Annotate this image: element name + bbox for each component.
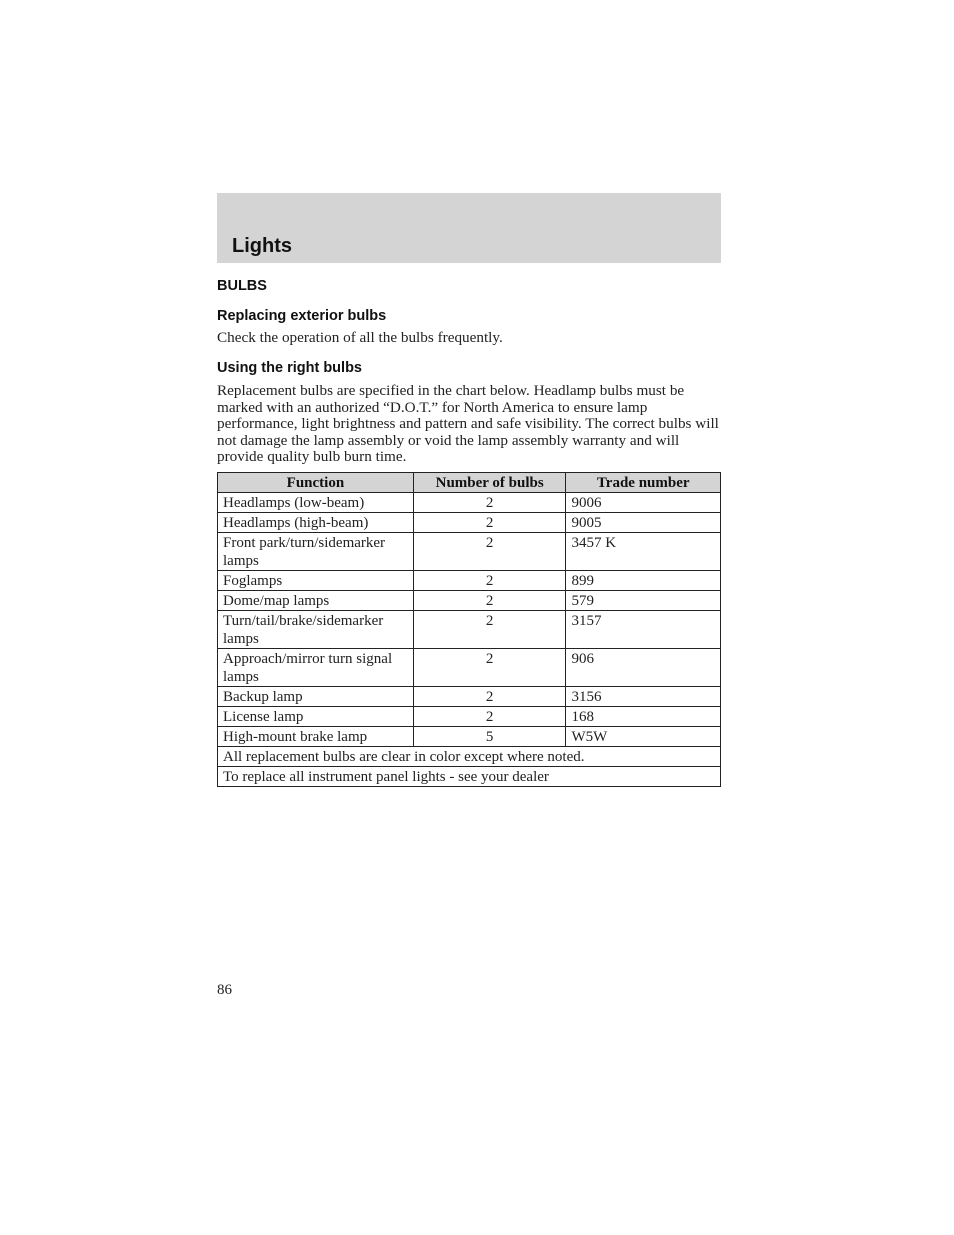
using-paragraph: Replacement bulbs are specified in the chart below. Headlamp bulbs must be marked with an authorized “D.O.T.” for North America to ensure lamp performance, light brightness and pattern and safe visibility. The correct bulbs will not damage the lamp assembly or void the lamp assembly warranty and will provide quality bulb burn time.	[217, 382, 719, 466]
cell-function: Foglamps	[218, 571, 414, 591]
cell-count: 2	[413, 591, 566, 611]
cell-count: 2	[413, 571, 566, 591]
cell-trade: 9005	[566, 513, 721, 533]
table-row	[218, 533, 721, 571]
cell-count: 2	[413, 649, 566, 687]
cell-trade: 168	[566, 707, 721, 727]
chapter-title: Lights	[232, 235, 292, 257]
cell-count: 2	[413, 687, 566, 707]
table-note-row	[218, 767, 721, 787]
cell-count: 2	[413, 611, 566, 649]
header-trade-number: Trade number	[566, 473, 721, 493]
table-row	[218, 611, 721, 649]
chapter-header	[217, 193, 721, 263]
header-function: Function	[218, 473, 414, 493]
cell-trade: 906	[566, 649, 721, 687]
table-note: All replacement bulbs are clear in color except where noted.	[218, 747, 721, 767]
table-row	[218, 513, 721, 533]
bulb-chart-table	[217, 472, 721, 787]
page-content	[217, 276, 721, 787]
header-number-of-bulbs: Number of bulbs	[413, 473, 566, 493]
table-row	[218, 591, 721, 611]
table-row	[218, 571, 721, 591]
cell-function: Approach/mirror turn signal lamps	[218, 649, 414, 687]
replacing-paragraph: Check the operation of all the bulbs frequently.	[217, 329, 503, 346]
table-row	[218, 649, 721, 687]
cell-trade: 3457 K	[566, 533, 721, 571]
table-row	[218, 707, 721, 727]
table-row	[218, 493, 721, 513]
cell-count: 5	[413, 727, 566, 747]
cell-count: 2	[413, 493, 566, 513]
cell-trade: W5W	[566, 727, 721, 747]
cell-count: 2	[413, 533, 566, 571]
cell-trade: 899	[566, 571, 721, 591]
cell-function: High-mount brake lamp	[218, 727, 414, 747]
cell-count: 2	[413, 513, 566, 533]
cell-function: Dome/map lamps	[218, 591, 414, 611]
cell-function: Headlamps (high-beam)	[218, 513, 414, 533]
table-row	[218, 727, 721, 747]
cell-function: Backup lamp	[218, 687, 414, 707]
cell-function: Headlamps (low-beam)	[218, 493, 414, 513]
table-header-row	[218, 473, 721, 493]
replacing-heading: Replacing exterior bulbs	[217, 308, 387, 324]
cell-function: License lamp	[218, 707, 414, 727]
cell-function: Turn/tail/brake/sidemarker lamps	[218, 611, 414, 649]
table-note-row	[218, 747, 721, 767]
cell-function: Front park/turn/sidemarker lamps	[218, 533, 414, 571]
cell-count: 2	[413, 707, 566, 727]
table-note: To replace all instrument panel lights - see your dealer	[218, 767, 721, 787]
cell-trade: 3156	[566, 687, 721, 707]
using-heading: Using the right bulbs	[217, 360, 362, 377]
table-row	[218, 687, 721, 707]
cell-trade: 9006	[566, 493, 721, 513]
section-heading: BULBS	[217, 278, 267, 294]
page-number: 86	[217, 982, 232, 998]
cell-trade: 3157	[566, 611, 721, 649]
cell-trade: 579	[566, 591, 721, 611]
